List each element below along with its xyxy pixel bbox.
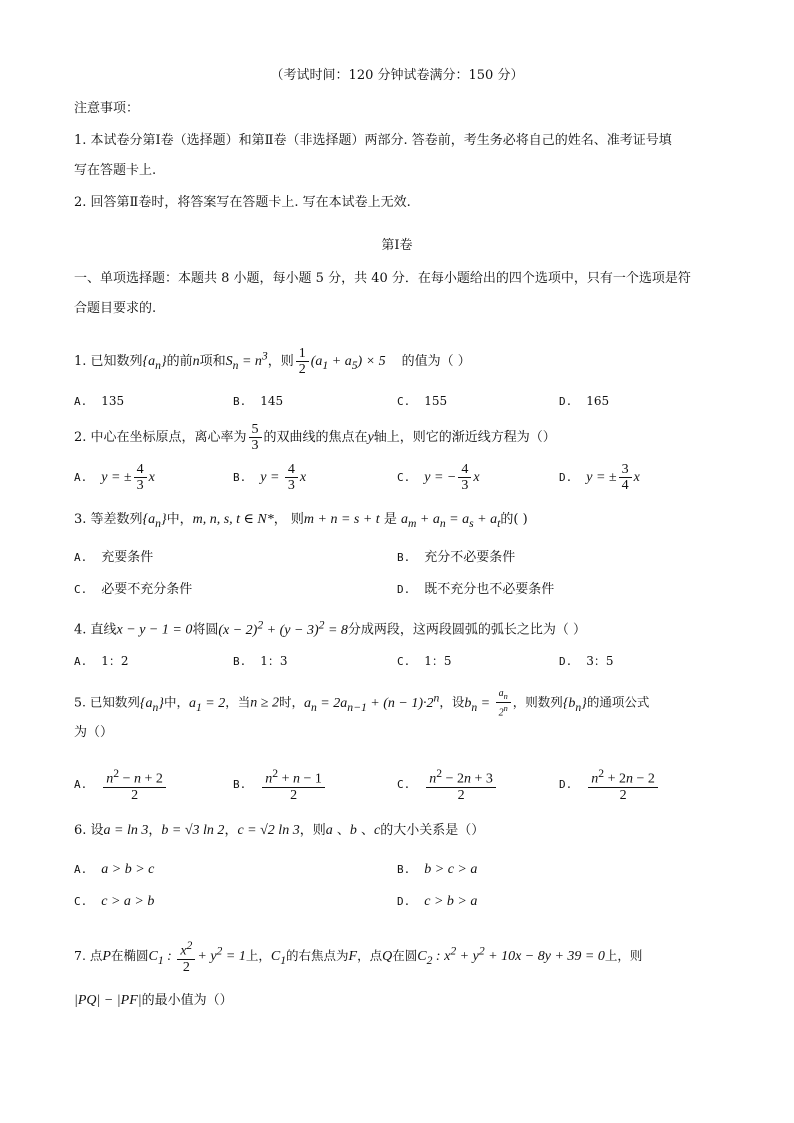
q5-option-b: B. $\frac{n^2 + n - 1}{2}$ bbox=[233, 766, 327, 803]
q5-option-a: A. $\frac{n^2 - n + 2}{2}$ bbox=[74, 766, 168, 803]
q6-option-d: D. c > b > a bbox=[397, 894, 478, 909]
q3-option-a: A. 充要条件 bbox=[74, 550, 154, 565]
q2-option-d: D. y = ± $\frac{3}{4}$ x bbox=[559, 462, 640, 493]
q6-option-c: C. c > a > b bbox=[74, 894, 155, 909]
q1-option-b: B. 145 bbox=[233, 394, 284, 408]
q2-option-c: C. y = − $\frac{4}{3}$ x bbox=[397, 462, 480, 493]
q4-option-b: B. 1：3 bbox=[233, 654, 288, 668]
exam-header: （考试时间：120 分钟试卷满分：150 分） bbox=[270, 68, 524, 83]
question-4: 4. 直线x − y − 1 = 0将圆$(x - 2)^2 + (y - 3)^2 = 8$分成两段，这两段圆弧的弧长之比为（ ） bbox=[74, 618, 587, 638]
q2-option-b: B. y = $\frac{4}{3}$ x bbox=[233, 462, 307, 493]
notice-item-2: 2. 回答第Ⅱ卷时，将答案写在答题卡上. 写在本试卷上无效. bbox=[74, 195, 411, 210]
q5-option-d: D. $\frac{n^2 + 2n - 2}{2}$ bbox=[559, 766, 660, 803]
section-title: 第Ⅰ卷 bbox=[381, 238, 413, 253]
question-5-cont: 为（） bbox=[74, 725, 114, 740]
part-instruction: 一、单项选择题：本题共 8 小题，每小题 5 分，共 40 分．在每小题给出的四个选项中，只有一个选项是符 bbox=[74, 271, 691, 286]
q1-option-a: A. 135 bbox=[74, 394, 125, 408]
q4-option-c: C. 1：5 bbox=[397, 654, 452, 668]
q4-option-a: A. 1：2 bbox=[74, 654, 129, 668]
notice-item-1-cont: 写在答题卡上. bbox=[74, 163, 157, 178]
question-3: 3. 等差数列$\{a_n\}$中，m, n, s, t ∈ N*， 则m + n = s + t 是 $a_m + a_n = a_s + a_t$的( ) bbox=[74, 512, 528, 530]
q1-option-d: D. 165 bbox=[559, 394, 610, 408]
q6-option-b: B. b > c > a bbox=[397, 862, 478, 877]
q2-option-a: A. y = ± $\frac{4}{3}$ x bbox=[74, 462, 155, 493]
q1-option-c: C. 155 bbox=[397, 394, 448, 408]
notice-item-1: 1. 本试卷分第Ⅰ卷（选择题）和第Ⅱ卷（非选择题）两部分. 答卷前，考生务必将自己的姓名、准考证号填 bbox=[74, 133, 672, 148]
part-instruction-cont: 合题目要求的. bbox=[74, 301, 157, 316]
question-2: 2. 中心在坐标原点，离心率为 $\frac{5}{3}$ 的双曲线的焦点在y轴上，则它的渐近线方程为（） bbox=[74, 422, 556, 453]
notice-title: 注意事项： bbox=[74, 101, 140, 116]
question-1: 1. 已知数列$\{a_n\}$的前n项和$S_n = n^3$，则 $\frac{1}{2}$ $(a_1 + a_5) \times 5$ 的值为（ ） bbox=[74, 346, 471, 377]
q5-option-c: C. $\frac{n^2 - 2n + 3}{2}$ bbox=[397, 766, 498, 803]
q3-option-d: D. 既不充分也不必要条件 bbox=[397, 582, 555, 597]
q3-option-c: C. 必要不充分条件 bbox=[74, 582, 193, 597]
q6-option-a: A. a > b > c bbox=[74, 862, 155, 877]
question-6: 6. 设a = ln 3，b = √3 ln 2，c = √2 ln 3，则a 、b 、c的大小关系是（） bbox=[74, 823, 485, 838]
question-5: 5. 已知数列$\{a_n\}$中，$a_1 = 2$，当n ≥ 2时，$a_n = 2a_{n-1} + (n - 1)\cdot 2^n$，设$b_n$ = $\frac{a_n}{2^n}$ ，则数列$\{b_n\}$的通项公式 bbox=[74, 688, 650, 719]
question-7-cont: |PQ| − |PF|的最小值为（） bbox=[74, 993, 233, 1008]
q4-option-d: D. 3：5 bbox=[559, 654, 614, 668]
question-7: 7. 点P在椭圆$C_1$ : $\frac{x^2}{2}$ + $y^2 = 1$上，$C_1$的右焦点为F，点Q在圆$C_2$ : $x^2 + y^2 + 10x - 8y + 39 = 0$上，则 bbox=[74, 939, 643, 975]
q3-option-b: B. 充分不必要条件 bbox=[397, 550, 516, 565]
